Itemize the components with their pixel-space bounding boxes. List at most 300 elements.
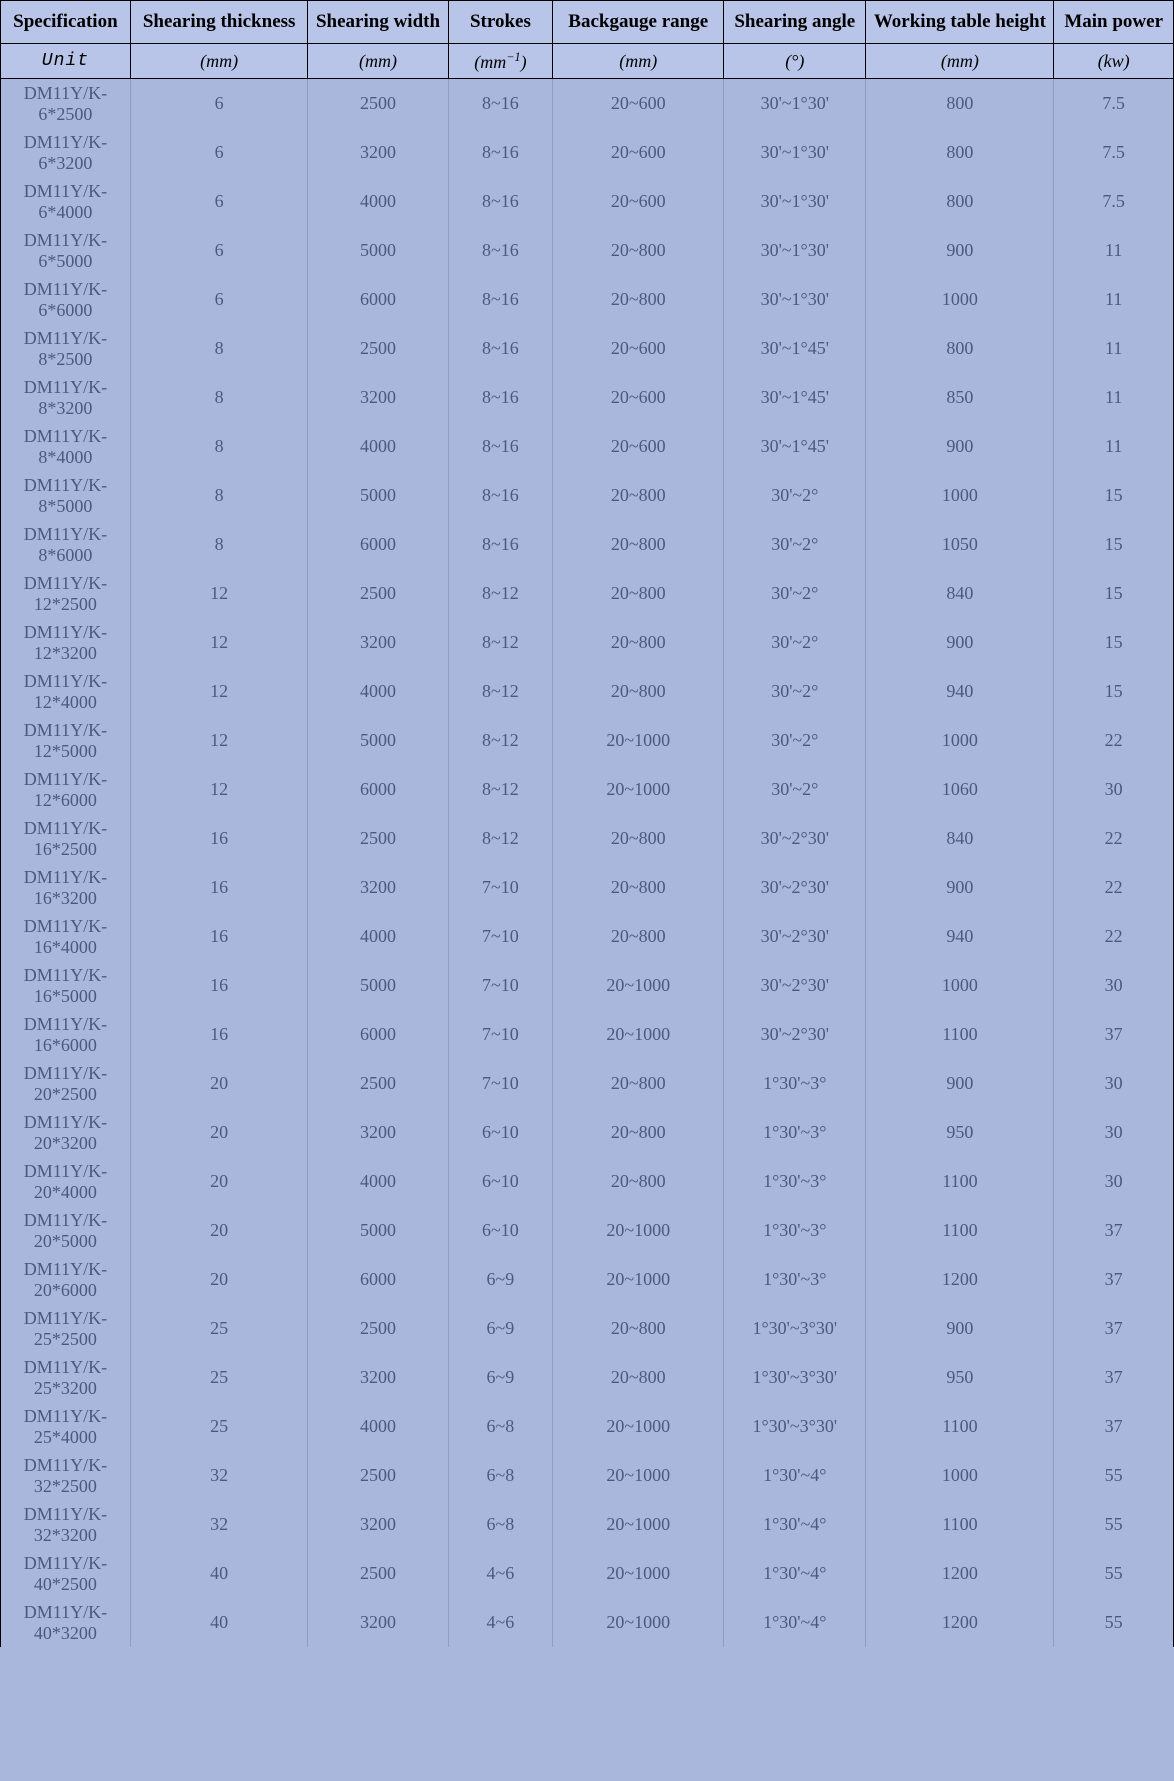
cell-backgauge-range: 20~800 [553, 471, 724, 520]
cell-working-table-height: 1200 [866, 1598, 1054, 1647]
table-row [1, 1598, 1174, 1647]
cell-shearing-thickness: 12 [130, 765, 308, 814]
unit-shearing-angle: (°) [724, 44, 866, 79]
cell-strokes: 8~16 [448, 226, 553, 275]
cell-shearing-angle: 30'~2°30' [724, 912, 866, 961]
cell-shearing-angle: 30'~2° [724, 471, 866, 520]
cell-strokes: 8~16 [448, 275, 553, 324]
cell-backgauge-range: 20~1000 [553, 961, 724, 1010]
table-body [1, 44, 1174, 1648]
cell-working-table-height: 1060 [866, 765, 1054, 814]
cell-shearing-thickness: 20 [130, 1059, 308, 1108]
cell-main-power: 22 [1054, 814, 1174, 863]
cell-main-power: 55 [1054, 1598, 1174, 1647]
cell-strokes: 7~10 [448, 863, 553, 912]
cell-strokes: 8~12 [448, 667, 553, 716]
cell-working-table-height: 900 [866, 618, 1054, 667]
cell-shearing-width: 4000 [308, 667, 448, 716]
table-row [1, 1549, 1174, 1598]
cell-working-table-height: 900 [866, 422, 1054, 471]
cell-strokes: 8~16 [448, 177, 553, 226]
unit-main-power: (kw) [1054, 44, 1174, 79]
cell-specification: DM11Y/K-6*4000 [1, 177, 131, 226]
cell-shearing-width: 5000 [308, 961, 448, 1010]
cell-shearing-width: 2500 [308, 1059, 448, 1108]
cell-main-power: 15 [1054, 667, 1174, 716]
cell-shearing-angle: 1°30'~4° [724, 1549, 866, 1598]
cell-working-table-height: 1100 [866, 1500, 1054, 1549]
cell-working-table-height: 1000 [866, 275, 1054, 324]
cell-shearing-angle: 30'~2° [724, 569, 866, 618]
cell-main-power: 37 [1054, 1206, 1174, 1255]
cell-backgauge-range: 20~800 [553, 1108, 724, 1157]
cell-specification: DM11Y/K-12*3200 [1, 618, 131, 667]
cell-shearing-width: 2500 [308, 1451, 448, 1500]
cell-main-power: 55 [1054, 1500, 1174, 1549]
cell-strokes: 6~8 [448, 1500, 553, 1549]
table-row [1, 128, 1174, 177]
cell-working-table-height: 1100 [866, 1157, 1054, 1206]
unit-working-table-height: (mm) [866, 44, 1054, 79]
cell-shearing-width: 5000 [308, 1206, 448, 1255]
cell-shearing-thickness: 6 [130, 275, 308, 324]
cell-strokes: 8~12 [448, 716, 553, 765]
cell-strokes: 6~9 [448, 1304, 553, 1353]
cell-working-table-height: 1100 [866, 1206, 1054, 1255]
cell-shearing-thickness: 16 [130, 961, 308, 1010]
cell-shearing-width: 3200 [308, 863, 448, 912]
cell-shearing-angle: 1°30'~3°30' [724, 1304, 866, 1353]
cell-backgauge-range: 20~800 [553, 1059, 724, 1108]
column-header-main-power: Main power [1054, 1, 1174, 44]
cell-shearing-thickness: 32 [130, 1500, 308, 1549]
cell-specification: DM11Y/K-25*4000 [1, 1402, 131, 1451]
table-row [1, 1500, 1174, 1549]
cell-specification: DM11Y/K-20*2500 [1, 1059, 131, 1108]
cell-shearing-angle: 30'~2° [724, 618, 866, 667]
cell-shearing-angle: 1°30'~3° [724, 1157, 866, 1206]
cell-main-power: 22 [1054, 716, 1174, 765]
cell-backgauge-range: 20~600 [553, 373, 724, 422]
cell-backgauge-range: 20~600 [553, 324, 724, 373]
cell-shearing-angle: 30'~2°30' [724, 863, 866, 912]
cell-shearing-width: 4000 [308, 1402, 448, 1451]
cell-main-power: 7.5 [1054, 79, 1174, 129]
cell-specification: DM11Y/K-12*4000 [1, 667, 131, 716]
cell-shearing-thickness: 6 [130, 177, 308, 226]
table-row [1, 667, 1174, 716]
cell-working-table-height: 900 [866, 1304, 1054, 1353]
cell-shearing-thickness: 25 [130, 1402, 308, 1451]
cell-strokes: 6~9 [448, 1255, 553, 1304]
table-row [1, 569, 1174, 618]
cell-shearing-thickness: 8 [130, 422, 308, 471]
table-row [1, 324, 1174, 373]
table-row [1, 618, 1174, 667]
cell-main-power: 22 [1054, 863, 1174, 912]
cell-working-table-height: 800 [866, 128, 1054, 177]
cell-main-power: 30 [1054, 961, 1174, 1010]
cell-shearing-thickness: 12 [130, 716, 308, 765]
cell-backgauge-range: 20~1000 [553, 1549, 724, 1598]
cell-shearing-thickness: 20 [130, 1255, 308, 1304]
cell-shearing-thickness: 32 [130, 1451, 308, 1500]
cell-strokes: 8~16 [448, 471, 553, 520]
cell-shearing-thickness: 25 [130, 1353, 308, 1402]
cell-shearing-thickness: 12 [130, 667, 308, 716]
cell-working-table-height: 900 [866, 863, 1054, 912]
cell-backgauge-range: 20~800 [553, 618, 724, 667]
table-row [1, 1255, 1174, 1304]
cell-backgauge-range: 20~1000 [553, 1402, 724, 1451]
cell-specification: DM11Y/K-20*5000 [1, 1206, 131, 1255]
table-row [1, 814, 1174, 863]
table-row [1, 1451, 1174, 1500]
cell-working-table-height: 940 [866, 667, 1054, 716]
cell-specification: DM11Y/K-8*2500 [1, 324, 131, 373]
cell-main-power: 37 [1054, 1304, 1174, 1353]
cell-shearing-width: 3200 [308, 1598, 448, 1647]
cell-specification: DM11Y/K-12*5000 [1, 716, 131, 765]
cell-backgauge-range: 20~800 [553, 1157, 724, 1206]
cell-shearing-width: 4000 [308, 912, 448, 961]
table-row [1, 1059, 1174, 1108]
cell-backgauge-range: 20~1000 [553, 1451, 724, 1500]
cell-main-power: 11 [1054, 275, 1174, 324]
cell-strokes: 4~6 [448, 1598, 553, 1647]
cell-main-power: 11 [1054, 226, 1174, 275]
cell-shearing-thickness: 6 [130, 128, 308, 177]
cell-backgauge-range: 20~800 [553, 569, 724, 618]
cell-specification: DM11Y/K-16*2500 [1, 814, 131, 863]
cell-main-power: 11 [1054, 324, 1174, 373]
cell-working-table-height: 840 [866, 814, 1054, 863]
cell-shearing-width: 6000 [308, 1010, 448, 1059]
cell-shearing-width: 6000 [308, 275, 448, 324]
cell-working-table-height: 1000 [866, 471, 1054, 520]
cell-shearing-thickness: 20 [130, 1206, 308, 1255]
cell-backgauge-range: 20~800 [553, 226, 724, 275]
table-row [1, 1108, 1174, 1157]
cell-shearing-thickness: 8 [130, 520, 308, 569]
cell-backgauge-range: 20~600 [553, 79, 724, 129]
unit-backgauge-range: (mm) [553, 44, 724, 79]
unit-shearing-width: (mm) [308, 44, 448, 79]
cell-strokes: 6~10 [448, 1206, 553, 1255]
cell-shearing-thickness: 12 [130, 618, 308, 667]
cell-strokes: 8~16 [448, 324, 553, 373]
cell-specification: DM11Y/K-32*3200 [1, 1500, 131, 1549]
cell-specification: DM11Y/K-20*6000 [1, 1255, 131, 1304]
cell-shearing-thickness: 6 [130, 226, 308, 275]
cell-shearing-thickness: 16 [130, 863, 308, 912]
cell-shearing-angle: 1°30'~3° [724, 1206, 866, 1255]
cell-strokes: 8~16 [448, 128, 553, 177]
column-header-backgauge-range: Backgauge range [553, 1, 724, 44]
cell-strokes: 8~16 [448, 422, 553, 471]
column-header-shearing-angle: Shearing angle [724, 1, 866, 44]
cell-main-power: 11 [1054, 422, 1174, 471]
cell-backgauge-range: 20~800 [553, 863, 724, 912]
table-row [1, 79, 1174, 129]
cell-specification: DM11Y/K-16*5000 [1, 961, 131, 1010]
cell-shearing-angle: 1°30'~3° [724, 1108, 866, 1157]
table-row [1, 471, 1174, 520]
cell-main-power: 55 [1054, 1549, 1174, 1598]
cell-main-power: 37 [1054, 1402, 1174, 1451]
cell-specification: DM11Y/K-40*3200 [1, 1598, 131, 1647]
cell-strokes: 6~9 [448, 1353, 553, 1402]
cell-shearing-thickness: 8 [130, 324, 308, 373]
cell-backgauge-range: 20~800 [553, 275, 724, 324]
cell-shearing-thickness: 16 [130, 1010, 308, 1059]
cell-shearing-width: 6000 [308, 765, 448, 814]
cell-shearing-angle: 30'~1°45' [724, 373, 866, 422]
cell-backgauge-range: 20~800 [553, 1353, 724, 1402]
cell-shearing-angle: 1°30'~3°30' [724, 1353, 866, 1402]
table-row [1, 177, 1174, 226]
cell-main-power: 15 [1054, 618, 1174, 667]
cell-specification: DM11Y/K-20*4000 [1, 1157, 131, 1206]
cell-strokes: 8~12 [448, 814, 553, 863]
cell-shearing-width: 2500 [308, 569, 448, 618]
cell-specification: DM11Y/K-6*5000 [1, 226, 131, 275]
cell-shearing-thickness: 40 [130, 1598, 308, 1647]
cell-specification: DM11Y/K-25*3200 [1, 1353, 131, 1402]
cell-shearing-angle: 30'~2° [724, 667, 866, 716]
cell-shearing-width: 3200 [308, 128, 448, 177]
cell-specification: DM11Y/K-6*3200 [1, 128, 131, 177]
cell-specification: DM11Y/K-8*6000 [1, 520, 131, 569]
cell-main-power: 37 [1054, 1010, 1174, 1059]
table-row [1, 1206, 1174, 1255]
cell-backgauge-range: 20~1000 [553, 1500, 724, 1549]
cell-shearing-angle: 1°30'~4° [724, 1598, 866, 1647]
cell-strokes: 8~16 [448, 79, 553, 129]
cell-shearing-angle: 30'~2°30' [724, 961, 866, 1010]
unit-strokes-exponent: −1 [506, 49, 521, 64]
table-row [1, 520, 1174, 569]
column-header-strokes: Strokes [448, 1, 553, 44]
table-row [1, 1010, 1174, 1059]
cell-shearing-width: 4000 [308, 1157, 448, 1206]
cell-shearing-width: 3200 [308, 1353, 448, 1402]
table-row [1, 961, 1174, 1010]
cell-shearing-width: 3200 [308, 618, 448, 667]
cell-shearing-width: 3200 [308, 1500, 448, 1549]
cell-main-power: 30 [1054, 1108, 1174, 1157]
cell-backgauge-range: 20~1000 [553, 765, 724, 814]
cell-shearing-width: 2500 [308, 324, 448, 373]
cell-main-power: 30 [1054, 765, 1174, 814]
header-row [1, 1, 1174, 44]
cell-shearing-angle: 30'~2° [724, 520, 866, 569]
cell-strokes: 8~12 [448, 618, 553, 667]
cell-working-table-height: 800 [866, 79, 1054, 129]
cell-shearing-width: 4000 [308, 422, 448, 471]
unit-strokes-suffix: ) [520, 51, 527, 72]
cell-shearing-angle: 30'~2° [724, 765, 866, 814]
cell-working-table-height: 1000 [866, 716, 1054, 765]
cell-main-power: 37 [1054, 1255, 1174, 1304]
table-row [1, 1304, 1174, 1353]
cell-main-power: 30 [1054, 1157, 1174, 1206]
cell-backgauge-range: 20~1000 [553, 1598, 724, 1647]
cell-shearing-width: 5000 [308, 471, 448, 520]
cell-backgauge-range: 20~800 [553, 1304, 724, 1353]
cell-strokes: 7~10 [448, 912, 553, 961]
cell-shearing-width: 2500 [308, 1304, 448, 1353]
cell-backgauge-range: 20~600 [553, 128, 724, 177]
cell-shearing-angle: 1°30'~3°30' [724, 1402, 866, 1451]
cell-working-table-height: 950 [866, 1108, 1054, 1157]
cell-shearing-angle: 30'~1°30' [724, 79, 866, 129]
cell-working-table-height: 900 [866, 1059, 1054, 1108]
cell-shearing-angle: 30'~1°30' [724, 128, 866, 177]
cell-specification: DM11Y/K-25*2500 [1, 1304, 131, 1353]
cell-shearing-angle: 30'~2°30' [724, 1010, 866, 1059]
cell-shearing-angle: 1°30'~3° [724, 1059, 866, 1108]
table-row [1, 1157, 1174, 1206]
cell-shearing-width: 6000 [308, 520, 448, 569]
cell-strokes: 6~8 [448, 1451, 553, 1500]
cell-main-power: 55 [1054, 1451, 1174, 1500]
cell-backgauge-range: 20~1000 [553, 1206, 724, 1255]
column-header-shearing-width: Shearing width [308, 1, 448, 44]
cell-strokes: 8~12 [448, 765, 553, 814]
cell-shearing-width: 5000 [308, 716, 448, 765]
table-row [1, 1353, 1174, 1402]
cell-main-power: 22 [1054, 912, 1174, 961]
cell-strokes: 8~16 [448, 520, 553, 569]
column-header-specification: Specification [1, 1, 131, 44]
unit-row [1, 44, 1174, 79]
cell-shearing-width: 5000 [308, 226, 448, 275]
cell-backgauge-range: 20~800 [553, 912, 724, 961]
cell-strokes: 7~10 [448, 961, 553, 1010]
cell-shearing-thickness: 20 [130, 1157, 308, 1206]
cell-shearing-thickness: 12 [130, 569, 308, 618]
cell-main-power: 7.5 [1054, 177, 1174, 226]
cell-shearing-angle: 30'~1°30' [724, 226, 866, 275]
cell-shearing-thickness: 16 [130, 814, 308, 863]
cell-specification: DM11Y/K-40*2500 [1, 1549, 131, 1598]
cell-specification: DM11Y/K-6*6000 [1, 275, 131, 324]
cell-specification: DM11Y/K-6*2500 [1, 79, 131, 129]
cell-strokes: 8~16 [448, 373, 553, 422]
cell-specification: DM11Y/K-16*3200 [1, 863, 131, 912]
table-row [1, 226, 1174, 275]
cell-shearing-angle: 30'~1°45' [724, 422, 866, 471]
cell-shearing-thickness: 6 [130, 79, 308, 129]
cell-backgauge-range: 20~1000 [553, 716, 724, 765]
cell-shearing-thickness: 16 [130, 912, 308, 961]
table-row [1, 422, 1174, 471]
cell-working-table-height: 1000 [866, 1451, 1054, 1500]
cell-specification: DM11Y/K-20*3200 [1, 1108, 131, 1157]
cell-shearing-thickness: 8 [130, 373, 308, 422]
cell-main-power: 11 [1054, 373, 1174, 422]
cell-shearing-angle: 30'~1°30' [724, 177, 866, 226]
cell-working-table-height: 800 [866, 177, 1054, 226]
cell-strokes: 7~10 [448, 1010, 553, 1059]
cell-shearing-angle: 30'~2° [724, 716, 866, 765]
cell-shearing-width: 2500 [308, 79, 448, 129]
table-row [1, 275, 1174, 324]
cell-shearing-thickness: 40 [130, 1549, 308, 1598]
cell-shearing-width: 6000 [308, 1255, 448, 1304]
unit-shearing-thickness: (mm) [130, 44, 308, 79]
table-row [1, 373, 1174, 422]
cell-shearing-angle: 30'~1°30' [724, 275, 866, 324]
table-row [1, 863, 1174, 912]
cell-main-power: 7.5 [1054, 128, 1174, 177]
cell-main-power: 30 [1054, 1059, 1174, 1108]
cell-working-table-height: 1000 [866, 961, 1054, 1010]
table-row [1, 716, 1174, 765]
cell-working-table-height: 900 [866, 226, 1054, 275]
cell-main-power: 15 [1054, 520, 1174, 569]
cell-strokes: 8~12 [448, 569, 553, 618]
cell-working-table-height: 1200 [866, 1255, 1054, 1304]
cell-main-power: 37 [1054, 1353, 1174, 1402]
cell-backgauge-range: 20~800 [553, 520, 724, 569]
cell-main-power: 15 [1054, 471, 1174, 520]
cell-shearing-thickness: 8 [130, 471, 308, 520]
cell-shearing-width: 3200 [308, 373, 448, 422]
cell-backgauge-range: 20~800 [553, 814, 724, 863]
column-header-shearing-thickness: Shearing thickness [130, 1, 308, 44]
cell-backgauge-range: 20~800 [553, 667, 724, 716]
cell-strokes: 6~10 [448, 1108, 553, 1157]
cell-specification: DM11Y/K-16*6000 [1, 1010, 131, 1059]
cell-working-table-height: 800 [866, 324, 1054, 373]
table-row [1, 1402, 1174, 1451]
cell-specification: DM11Y/K-12*2500 [1, 569, 131, 618]
cell-shearing-angle: 1°30'~4° [724, 1500, 866, 1549]
cell-shearing-width: 2500 [308, 1549, 448, 1598]
cell-working-table-height: 1100 [866, 1402, 1054, 1451]
cell-strokes: 6~8 [448, 1402, 553, 1451]
cell-working-table-height: 940 [866, 912, 1054, 961]
cell-specification: DM11Y/K-12*6000 [1, 765, 131, 814]
cell-working-table-height: 1200 [866, 1549, 1054, 1598]
unit-strokes-base: (mm [474, 51, 507, 72]
unit-label: Unit [1, 44, 131, 79]
cell-specification: DM11Y/K-16*4000 [1, 912, 131, 961]
table-row [1, 765, 1174, 814]
unit-strokes [448, 44, 553, 79]
cell-shearing-angle: 1°30'~3° [724, 1255, 866, 1304]
cell-backgauge-range: 20~1000 [553, 1255, 724, 1304]
cell-working-table-height: 850 [866, 373, 1054, 422]
cell-shearing-thickness: 25 [130, 1304, 308, 1353]
cell-specification: DM11Y/K-8*3200 [1, 373, 131, 422]
cell-working-table-height: 1100 [866, 1010, 1054, 1059]
cell-working-table-height: 950 [866, 1353, 1054, 1402]
cell-strokes: 7~10 [448, 1059, 553, 1108]
cell-backgauge-range: 20~600 [553, 177, 724, 226]
cell-working-table-height: 840 [866, 569, 1054, 618]
cell-shearing-angle: 30'~2°30' [724, 814, 866, 863]
cell-strokes: 4~6 [448, 1549, 553, 1598]
column-header-working-table-height: Working table height [866, 1, 1054, 44]
cell-shearing-width: 2500 [308, 814, 448, 863]
table-row [1, 912, 1174, 961]
cell-shearing-angle: 30'~1°45' [724, 324, 866, 373]
cell-shearing-width: 3200 [308, 1108, 448, 1157]
cell-shearing-angle: 1°30'~4° [724, 1451, 866, 1500]
